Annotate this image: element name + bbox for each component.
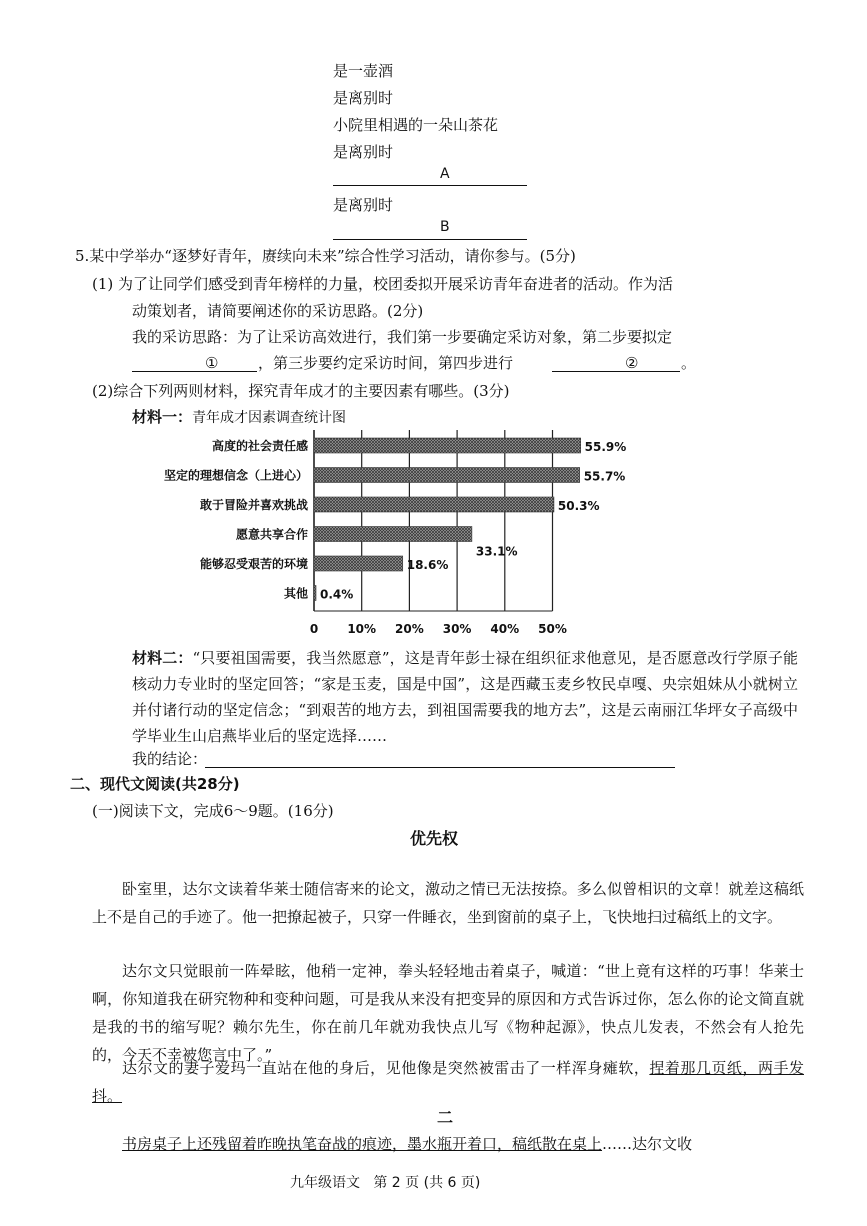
x-tick-label: 30% <box>442 622 472 636</box>
poem-line-2: 是离别时 <box>333 89 394 107</box>
footer-text <box>290 1172 480 1192</box>
q5-part1-line2: 动策划者，请简要阐述你的采访思路。(2分) <box>132 302 424 320</box>
p4-underlined: 书房桌子上还残留着昨晚执笔奋战的痕迹，墨水瓶开着口，稿纸散在桌上 <box>122 1135 603 1153</box>
material1-label: 材料一： <box>132 408 193 426</box>
q5-blank2-label: ② <box>625 354 639 372</box>
conclusion-line <box>205 767 675 768</box>
category-label: 敢于冒险并喜欢挑战 <box>199 498 308 512</box>
data-label: 55.9% <box>584 440 627 454</box>
material2-paragraph <box>132 645 798 749</box>
footer-grade: 九年级语文 <box>290 1175 360 1191</box>
q5-part1-line3: 我的采访思路：为了让采访高效进行，我们第一步要确定采访对象，第二步要拟定 <box>132 328 673 346</box>
section2-heading: 二、现代文阅读(共28分) <box>70 775 240 793</box>
category-label: 愿意共享合作 <box>235 527 308 542</box>
bar <box>314 556 403 571</box>
conclusion-label: 我的结论： <box>132 750 208 768</box>
p4-text: ……达尔文收 <box>602 1135 693 1153</box>
data-label: 50.3% <box>557 499 600 513</box>
material1-title: 青年成才因素调查统计图 <box>192 410 347 426</box>
q5-part1-line1: (1) 为了让同学们感受到青年榜样的力量，校团委拟开展采访青年奋进者的活动。作为活 <box>92 275 674 293</box>
category-label: 能够忍受艰苦的环境 <box>199 557 308 571</box>
q5-blank1-label: ① <box>205 354 219 372</box>
poem-line-5: 是离别时 <box>333 196 394 214</box>
q5-part2: (2)综合下列两则材料，探究青年成才的主要因素有哪些。(3分) <box>92 382 510 400</box>
q5-part1-end: 。 <box>681 354 697 372</box>
bar <box>314 468 580 483</box>
bar <box>314 586 316 601</box>
category-label: 其他 <box>283 586 308 601</box>
bar <box>314 497 554 512</box>
blank-a-label: A <box>440 166 450 182</box>
poem-line-3: 小院里相遇的一朵山茶花 <box>333 116 499 134</box>
article-paragraph-4 <box>92 1130 804 1158</box>
data-label: 55.7% <box>583 469 626 484</box>
data-label: 33.1% <box>475 544 518 559</box>
material2-text: “只要祖国需要，我当然愿意”，这是青年彭士禄在组织征求他意见，是否愿意改行学原子能核动力专业时的坚定回答；“家是玉麦，国是中国”，这是西藏玉麦乡牧民卓嘎、央宗姐妹从小就树立并付诸行动的坚定信念；“到艰苦的地方去，到祖国需要我的地方去”，这是云南丽江华坪女子高级中学毕业生山启燕毕业后的坚定选择…… <box>132 649 798 745</box>
part-two-marker: 二 <box>437 1108 454 1127</box>
poem-line-4: 是离别时 <box>333 143 394 161</box>
bar <box>314 527 472 542</box>
article-title: 优先权 <box>410 829 459 848</box>
x-tick-label: 10% <box>347 622 377 636</box>
data-label: 0.4% <box>320 587 354 602</box>
x-tick-label: 0 <box>309 622 319 636</box>
q5-part1-mid: ，第三步要约定采访时间，第四步进行 <box>258 354 514 372</box>
x-tick-label: 40% <box>490 622 520 636</box>
blank-b-label: B <box>440 219 450 235</box>
x-tick-label: 20% <box>395 622 424 636</box>
x-tick-label: 50% <box>538 622 567 636</box>
article-paragraph-3 <box>92 1054 804 1110</box>
q5-title: 5.某中学举办“逐梦好青年，赓续向未来”综合性学习活动，请你参与。(5分) <box>75 247 576 265</box>
bar <box>314 438 581 453</box>
section2-sub: (一)阅读下文，完成6～9题。(16分) <box>92 802 334 820</box>
material2-label: 材料二： <box>132 649 193 667</box>
article-paragraph-1: 卧室里，达尔文读着华莱士随信寄来的论文，激动之情已无法按捺。多么似曾相识的文章！就差这稿纸上不是自己的手迹了。他一把撩起被子，只穿一件睡衣，坐到窗前的桌子上，飞快地扫过稿纸上的文字。 <box>92 880 804 926</box>
p3-underlined: 捏着那几页纸，两手发抖。 <box>92 1059 804 1105</box>
category-label: 高度的社会责任感 <box>211 439 308 453</box>
data-label: 18.6% <box>406 558 449 572</box>
p3-text: 达尔文的妻子爱玛一直站在他的身后，见他像是突然被雷击了一样浑身瘫软， <box>122 1059 650 1077</box>
article-paragraph-2: 达尔文只觉眼前一阵晕眩，他稍一定神，拳头轻轻地击着桌子，喊道：“世上竟有这样的巧事！华莱士啊，你知道我在研究物种和变种问题，可是我从来没有把变异的原因和方式告诉过你，怎么你的论文简直就是我的书的缩写呢？赖尔先生，你在前几年就劝我快点儿写《物种起源》，快点儿发表，不然会有人抢先的，今天不幸被您言中了。” <box>92 962 804 1064</box>
poem-line-1: 是一壶酒 <box>333 62 394 80</box>
footer-page: 第 2 页 (共 6 页) <box>373 1175 481 1191</box>
category-label: 坚定的理想信念（上进心） <box>163 468 308 483</box>
